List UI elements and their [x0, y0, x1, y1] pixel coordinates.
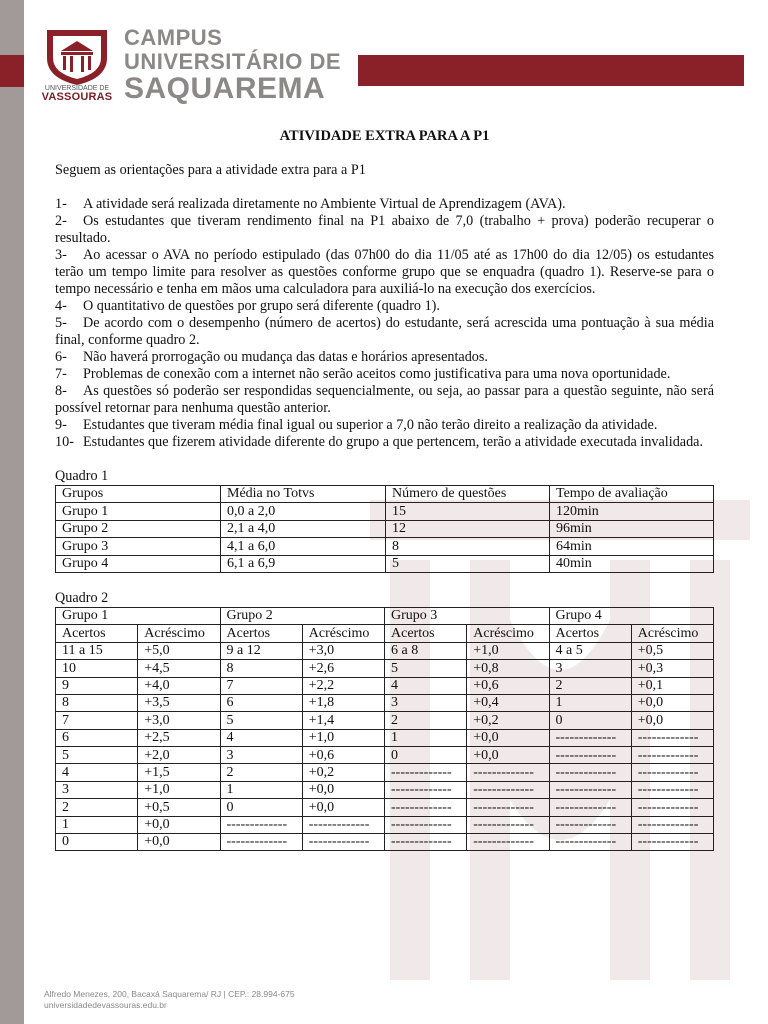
quadro2-cell: +5,0: [138, 642, 220, 659]
quadro2-subheader-row: [56, 625, 714, 642]
quadro2-cell: -------------: [631, 799, 713, 816]
instruction-number: 2-: [55, 213, 67, 229]
quadro2-cell: +0,0: [467, 729, 549, 746]
quadro2-cell: +0,5: [138, 799, 220, 816]
quadro2-label: Quadro 2: [55, 589, 109, 606]
intro-text: Seguem as orientações para a atividade extra para a P1: [55, 162, 366, 178]
quadro2-cell: 9 a 12: [220, 642, 302, 659]
quadro2-cell: 4: [385, 677, 467, 694]
quadro1-header-cell: Número de questões: [386, 486, 550, 503]
table-row: [56, 799, 714, 816]
quadro2-cell: 7: [220, 677, 302, 694]
quadro2-cell: -------------: [549, 816, 631, 833]
instruction-item: [55, 383, 714, 417]
quadro2-cell: 7: [56, 712, 138, 729]
instruction-text: Os estudantes que tiveram rendimento final na P1 abaixo de 7,0 (trabalho + prova) poderão recuperar o resultado.: [55, 213, 714, 246]
quadro2-cell: +3,5: [138, 694, 220, 711]
quadro2-cell: 6: [56, 729, 138, 746]
quadro2-cell: -------------: [302, 816, 384, 833]
quadro2-subheader-cell: Acertos: [56, 625, 138, 642]
quadro2-cell: +1,5: [138, 764, 220, 781]
instruction-item: [55, 298, 714, 315]
quadro2-cell: 1: [385, 729, 467, 746]
quadro2-cell: 2: [385, 712, 467, 729]
quadro2-cell: 11 a 15: [56, 642, 138, 659]
table-row: [56, 816, 714, 833]
quadro2-cell: 0: [549, 712, 631, 729]
instruction-text: Ao acessar o AVA no período estipulado (das 07h00 do dia 11/05 até as 17h00 do dia 12/05) os estudantes terão um tempo limite para resolver as questões conforme grupo que se enquadra (quadro 1). Reserve-se para o tempo necessário e tenha em mãos uma calculadora para auxiliá-lo na execução dos exercícios.: [55, 247, 714, 297]
instruction-number: 1-: [55, 196, 67, 212]
instruction-item: [55, 434, 714, 451]
quadro2-cell: -------------: [549, 799, 631, 816]
document-body: [55, 128, 714, 851]
campus-title-line2: UNIVERSITÁRIO DE: [124, 49, 342, 74]
header-red-band: [358, 55, 744, 86]
quadro2-cell: 6 a 8: [385, 642, 467, 659]
quadro1-cell: 4,1 a 6,0: [221, 538, 386, 555]
table-row: [56, 712, 714, 729]
quadro1-cell: 5: [386, 555, 550, 572]
quadro2-cell: -------------: [631, 764, 713, 781]
quadro2-cell: -------------: [220, 834, 302, 851]
instruction-text: A atividade será realizada diretamente no Ambiente Virtual de Aprendizagem (AVA).: [83, 196, 566, 212]
quadro2-cell: -------------: [549, 729, 631, 746]
quadro2-cell: -------------: [467, 799, 549, 816]
instruction-item: [55, 417, 714, 434]
left-red-band: [0, 55, 24, 87]
instruction-item: [55, 196, 714, 213]
quadro2-cell: 6: [220, 694, 302, 711]
quadro2-cell: +0,0: [631, 694, 713, 711]
instruction-item: [55, 315, 714, 349]
quadro2-group-row: [56, 607, 714, 624]
quadro1-cell: Grupo 4: [56, 555, 221, 572]
footer-address: Alfredo Menezes, 200, Bacaxá Saquarema/ RJ | CEP.: 28.994-675: [44, 989, 295, 999]
quadro2-cell: -------------: [385, 781, 467, 798]
quadro2-cell: 0: [385, 747, 467, 764]
instruction-text: Problemas de conexão com a internet não serão aceitos como justificativa para uma nova oportunidade.: [83, 366, 671, 382]
quadro1-header-cell: Grupos: [56, 486, 221, 503]
quadro1-header-cell: Média no Totvs: [221, 486, 386, 503]
instruction-text: Estudantes que fizerem atividade diferente do grupo a que pertencem, terão a atividade executada invalidada.: [83, 434, 704, 450]
quadro2-cell: 2: [549, 677, 631, 694]
instruction-text: Não haverá prorrogação ou mudança das datas e horários apresentados.: [83, 349, 488, 365]
quadro2-cell: +0,3: [631, 660, 713, 677]
quadro2-cell: +0,1: [631, 677, 713, 694]
quadro1-cell: 64min: [550, 538, 714, 555]
instruction-number: 5-: [55, 315, 67, 331]
quadro2-cell: +1,0: [302, 729, 384, 746]
table-row: [56, 781, 714, 798]
quadro2-cell: -------------: [220, 816, 302, 833]
quadro2-cell: +1,0: [138, 781, 220, 798]
table-row: [56, 642, 714, 659]
logo-line2: VASSOURAS: [41, 91, 113, 103]
quadro2-cell: +1,0: [467, 642, 549, 659]
quadro2-cell: -------------: [631, 816, 713, 833]
table-row: [56, 694, 714, 711]
quadro1-cell: 6,1 a 6,9: [221, 555, 386, 572]
quadro2-cell: 8: [56, 694, 138, 711]
quadro1-cell: 2,1 a 4,0: [221, 520, 386, 537]
campus-title: [124, 26, 341, 104]
quadro2-group-cell: Grupo 3: [385, 607, 550, 624]
instruction-number: 9-: [55, 417, 67, 433]
quadro2-cell: +0,8: [467, 660, 549, 677]
quadro2-cell: 4: [220, 729, 302, 746]
quadro2-cell: +0,2: [302, 764, 384, 781]
university-logo: [34, 28, 120, 108]
quadro1-cell: Grupo 2: [56, 520, 221, 537]
quadro2-cell: -------------: [385, 799, 467, 816]
quadro2-cell: 3: [549, 660, 631, 677]
quadro2-subheader-cell: Acertos: [549, 625, 631, 642]
quadro2-cell: +0,4: [467, 694, 549, 711]
quadro2-cell: -------------: [631, 729, 713, 746]
quadro1-cell: 96min: [550, 520, 714, 537]
quadro2-cell: +0,0: [138, 816, 220, 833]
quadro2-cell: -------------: [549, 834, 631, 851]
quadro1-cell: Grupo 3: [56, 538, 221, 555]
instruction-text: O quantitativo de questões por grupo será diferente (quadro 1).: [83, 298, 440, 314]
quadro2-cell: 5: [385, 660, 467, 677]
footer: [44, 989, 295, 1011]
quadro2-cell: -------------: [631, 834, 713, 851]
table-row: [56, 834, 714, 851]
instruction-list: [55, 196, 714, 451]
quadro2-cell: -------------: [467, 764, 549, 781]
document-title: ATIVIDADE EXTRA PARA A P1: [279, 128, 490, 144]
quadro2-cell: +1,8: [302, 694, 384, 711]
campus-title-line1: CAMPUS: [124, 25, 223, 50]
quadro2-cell: -------------: [549, 747, 631, 764]
quadro2-cell: 0: [56, 834, 138, 851]
quadro2-cell: -------------: [467, 781, 549, 798]
quadro2-cell: -------------: [631, 781, 713, 798]
quadro1-label: Quadro 1: [55, 468, 109, 484]
quadro2-cell: +0,2: [467, 712, 549, 729]
quadro2-cell: +0,6: [302, 747, 384, 764]
quadro1-cell: 12: [386, 520, 550, 537]
quadro2-cell: +3,0: [302, 642, 384, 659]
instruction-item: [55, 247, 714, 298]
instruction-number: 6-: [55, 349, 67, 365]
quadro2-cell: 3: [220, 747, 302, 764]
quadro2-cell: 5: [220, 712, 302, 729]
quadro2-cell: 2: [220, 764, 302, 781]
quadro2-subheader-cell: Acréscimo: [138, 625, 220, 642]
quadro2-cell: +4,0: [138, 677, 220, 694]
instruction-number: 7-: [55, 366, 67, 382]
quadro1-cell: Grupo 1: [56, 503, 221, 520]
quadro2-cell: 1: [549, 694, 631, 711]
logo-text: [34, 84, 120, 102]
quadro2-cell: 8: [220, 660, 302, 677]
instruction-text: As questões só poderão ser respondidas sequencialmente, ou seja, ao passar para a questão seguinte, não será possível retornar para nenhuma questão anterior.: [55, 383, 714, 416]
quadro2-cell: 10: [56, 660, 138, 677]
quadro1-cell: 120min: [550, 503, 714, 520]
table-row: [56, 660, 714, 677]
table-row: [56, 503, 714, 520]
quadro2-cell: -------------: [549, 781, 631, 798]
campus-title-line3: SAQUAREMA: [124, 72, 326, 105]
instruction-number: 10-: [55, 434, 74, 450]
quadro2-table: [55, 607, 714, 851]
quadro2-cell: +0,0: [631, 712, 713, 729]
quadro2-cell: 3: [385, 694, 467, 711]
quadro2-cell: +2,6: [302, 660, 384, 677]
instruction-item: [55, 213, 714, 247]
quadro2-cell: +3,0: [138, 712, 220, 729]
quadro2-cell: +4,5: [138, 660, 220, 677]
quadro2-cell: -------------: [302, 834, 384, 851]
quadro2-cell: -------------: [549, 764, 631, 781]
quadro2-cell: -------------: [631, 747, 713, 764]
quadro2-cell: 3: [56, 781, 138, 798]
table-row: [56, 747, 714, 764]
quadro2-subheader-cell: Acréscimo: [302, 625, 384, 642]
quadro2-subheader-cell: Acertos: [220, 625, 302, 642]
quadro1-cell: 0,0 a 2,0: [221, 503, 386, 520]
table-row: [56, 764, 714, 781]
quadro2-cell: 5: [56, 747, 138, 764]
quadro2-cell: +0,5: [631, 642, 713, 659]
instruction-item: [55, 349, 714, 366]
quadro2-cell: +2,0: [138, 747, 220, 764]
table-row: [56, 538, 714, 555]
quadro2-cell: -------------: [385, 764, 467, 781]
quadro1-cell: 40min: [550, 555, 714, 572]
quadro2-group-cell: Grupo 2: [220, 607, 385, 624]
quadro1-header-row: [56, 486, 714, 503]
crest-icon: [34, 28, 120, 86]
quadro1-cell: 8: [386, 538, 550, 555]
instruction-text: De acordo com o desempenho (número de acertos) do estudante, será acrescida uma pontuação à sua média final, conforme quadro 2.: [55, 315, 714, 348]
quadro2-cell: +0,0: [302, 781, 384, 798]
quadro2-subheader-cell: Acréscimo: [467, 625, 549, 642]
quadro2-cell: +0,0: [467, 747, 549, 764]
quadro2-cell: +0,0: [302, 799, 384, 816]
footer-website: universidadedevassouras.edu.br: [44, 1000, 167, 1010]
instruction-number: 4-: [55, 298, 67, 314]
quadro2-cell: +2,5: [138, 729, 220, 746]
quadro2-cell: -------------: [385, 834, 467, 851]
quadro2-group-cell: Grupo 4: [549, 607, 714, 624]
quadro2-cell: -------------: [385, 816, 467, 833]
table-row: [56, 555, 714, 572]
quadro2-cell: +1,4: [302, 712, 384, 729]
quadro2-cell: +2,2: [302, 677, 384, 694]
quadro1-cell: 15: [386, 503, 550, 520]
table-row: [56, 520, 714, 537]
quadro2-cell: 1: [220, 781, 302, 798]
instruction-number: 3-: [55, 247, 67, 263]
quadro2-cell: -------------: [467, 834, 549, 851]
logo-line1: UNIVERSIDADE DE: [44, 85, 110, 92]
instruction-text: Estudantes que tiveram média final igual ou superior a 7,0 não terão direito a realização da atividade.: [83, 417, 658, 433]
quadro2-cell: +0,6: [467, 677, 549, 694]
quadro2-cell: 9: [56, 677, 138, 694]
quadro2-cell: 4: [56, 764, 138, 781]
quadro2-subheader-cell: Acréscimo: [631, 625, 713, 642]
quadro2-cell: 1: [56, 816, 138, 833]
quadro2-cell: 0: [220, 799, 302, 816]
instruction-number: 8-: [55, 383, 67, 399]
quadro2-subheader-cell: Acertos: [385, 625, 467, 642]
quadro1-header-cell: Tempo de avaliação: [550, 486, 714, 503]
quadro2-cell: 4 a 5: [549, 642, 631, 659]
instruction-item: [55, 366, 714, 383]
quadro2-cell: +0,0: [138, 834, 220, 851]
left-side-strip: [0, 0, 24, 1024]
quadro1-table: [55, 485, 714, 573]
quadro2-cell: 2: [56, 799, 138, 816]
quadro2-cell: -------------: [467, 816, 549, 833]
table-row: [56, 677, 714, 694]
quadro2-group-cell: Grupo 1: [56, 607, 221, 624]
table-row: [56, 729, 714, 746]
